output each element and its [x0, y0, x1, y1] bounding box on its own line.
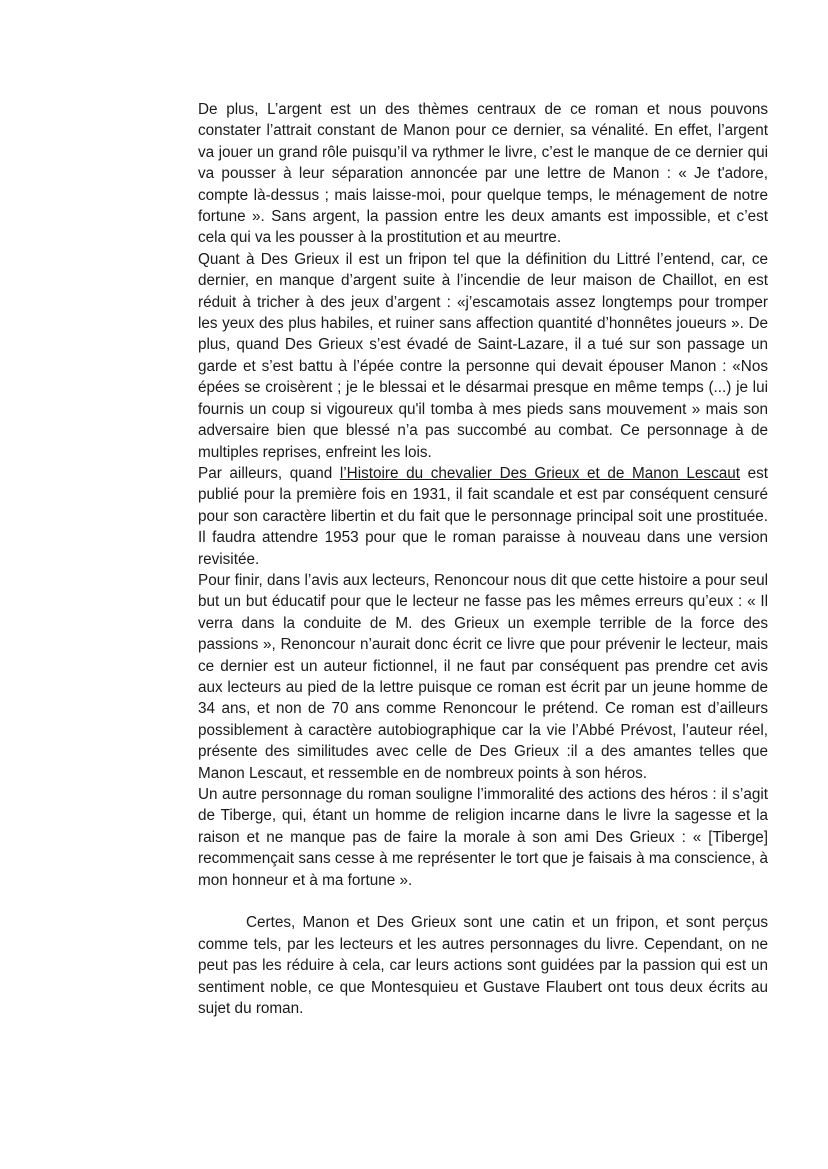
document-body: [198, 99, 768, 1019]
paragraph-conclusion: Certes, Manon et Des Grieux sont une catin et un fripon, et sont perçus comme tels, par les lecteurs et les autres personnages du livre. Cependant, on ne peut pas les réduire à cela, car leurs actions sont guidées par la passion qui est un sentiment noble, ce que Montesquieu et Gustave Flaubert ont tous deux écrits au sujet du roman.: [198, 914, 768, 1018]
paragraph-spacer: [198, 891, 768, 912]
paragraph-tiberge: Un autre personnage du roman souligne l’immoralité des actions des héros : il s’agit de Tiberge, qui, étant un homme de religion incarne dans le livre la sagesse et la raison et ne manque pas de faire la morale à son ami Des Grieux : « [Tiberge] recommençait sans cesse à me représenter le tort que je faisais à ma conscience, à mon honneur et à ma fortune ».: [198, 786, 768, 889]
paragraph-avis-lecteurs: Pour finir, dans l’avis aux lecteurs, Renoncour nous dit que cette histoire a pour seul but un but éducatif pour que le lecteur ne fasse pas les mêmes erreurs qu’eux : « Il verra dans la conduite de M. des Grieux un exemple terrible de la force des passions », Renoncour n’aurait donc écrit ce livre que pour prévenir le lecteur, mais ce dernier est un auteur fictionnel, il ne faut par conséquent pas prendre cet avis aux lecteurs au pied de la lettre puisque ce roman est écrit par un jeune homme de 34 ans, et non de 70 ans comme Renoncour le prétend. Ce roman est d’ailleurs possiblement à caractère autobiographique car la vie l’Abbé Prévost, l’auteur réel, présente des similitudes avec celle de Des Grieux :il a des amantes telles que Manon Lescaut, et ressemble en de nombreux points à son héros.: [198, 571, 768, 782]
paragraph-censure: [198, 463, 768, 570]
paragraph-censure-pre: Par ailleurs, quand: [198, 464, 340, 482]
paragraph-censure-post: est publié pour la première fois en 1931, il fait scandale et est par conséquent censuré pour son caractère libertin et du fait que le personnage principal soit une prostituée. Il faudra attendre 1953 pour que le roman paraisse à nouveau dans une version revisitée.: [198, 464, 768, 568]
paragraph-des-grieux-fripon: Quant à Des Grieux il est un fripon tel que la définition du Littré l’entend, car, ce dernier, en manque d’argent suite à l’incendie de leur maison de Chaillot, en est réduit à tricher à des jeux d’argent : «j’escamotais assez longtemps pour tromper les yeux des plus habiles, et ruiner sans affection quantité d’honnêtes joueurs ». De plus, quand Des Grieux s’est évadé de Saint-Lazare, il a tué sur son passage un garde et s’est battu à l’épée contre la personne qui devait épouser Manon : «Nos épées se croisèrent ; je le blessai et le désarmai presque en même temps (...) je lui fournis un coup si vigoureux qu'il tomba à mes pieds sans mouvement » mais son adversaire bien que blessé n’a pas succombé au combat. Ce personnage à de multiples reprises, enfreint les lois.: [198, 250, 768, 461]
paragraph-argent: De plus, L’argent est un des thèmes centraux de ce roman et nous pouvons constater l’attrait constant de Manon pour ce dernier, sa vénalité. En effet, l’argent va jouer un grand rôle puisqu’il va rythmer le livre, c’est le manque de ce dernier qui va pousser à leur séparation annoncée par une lettre de Manon : « Je t'adore, compte là-dessus ; mais laisse-moi, pour quelque temps, le ménagement de notre fortune ». Sans argent, la passion entre les deux amants est impossible, et c’est cela qui va les pousser à la prostitution et au meurtre.: [198, 101, 768, 247]
book-title-underlined: l’Histoire du chevalier Des Grieux et de Manon Lescaut: [339, 464, 740, 482]
